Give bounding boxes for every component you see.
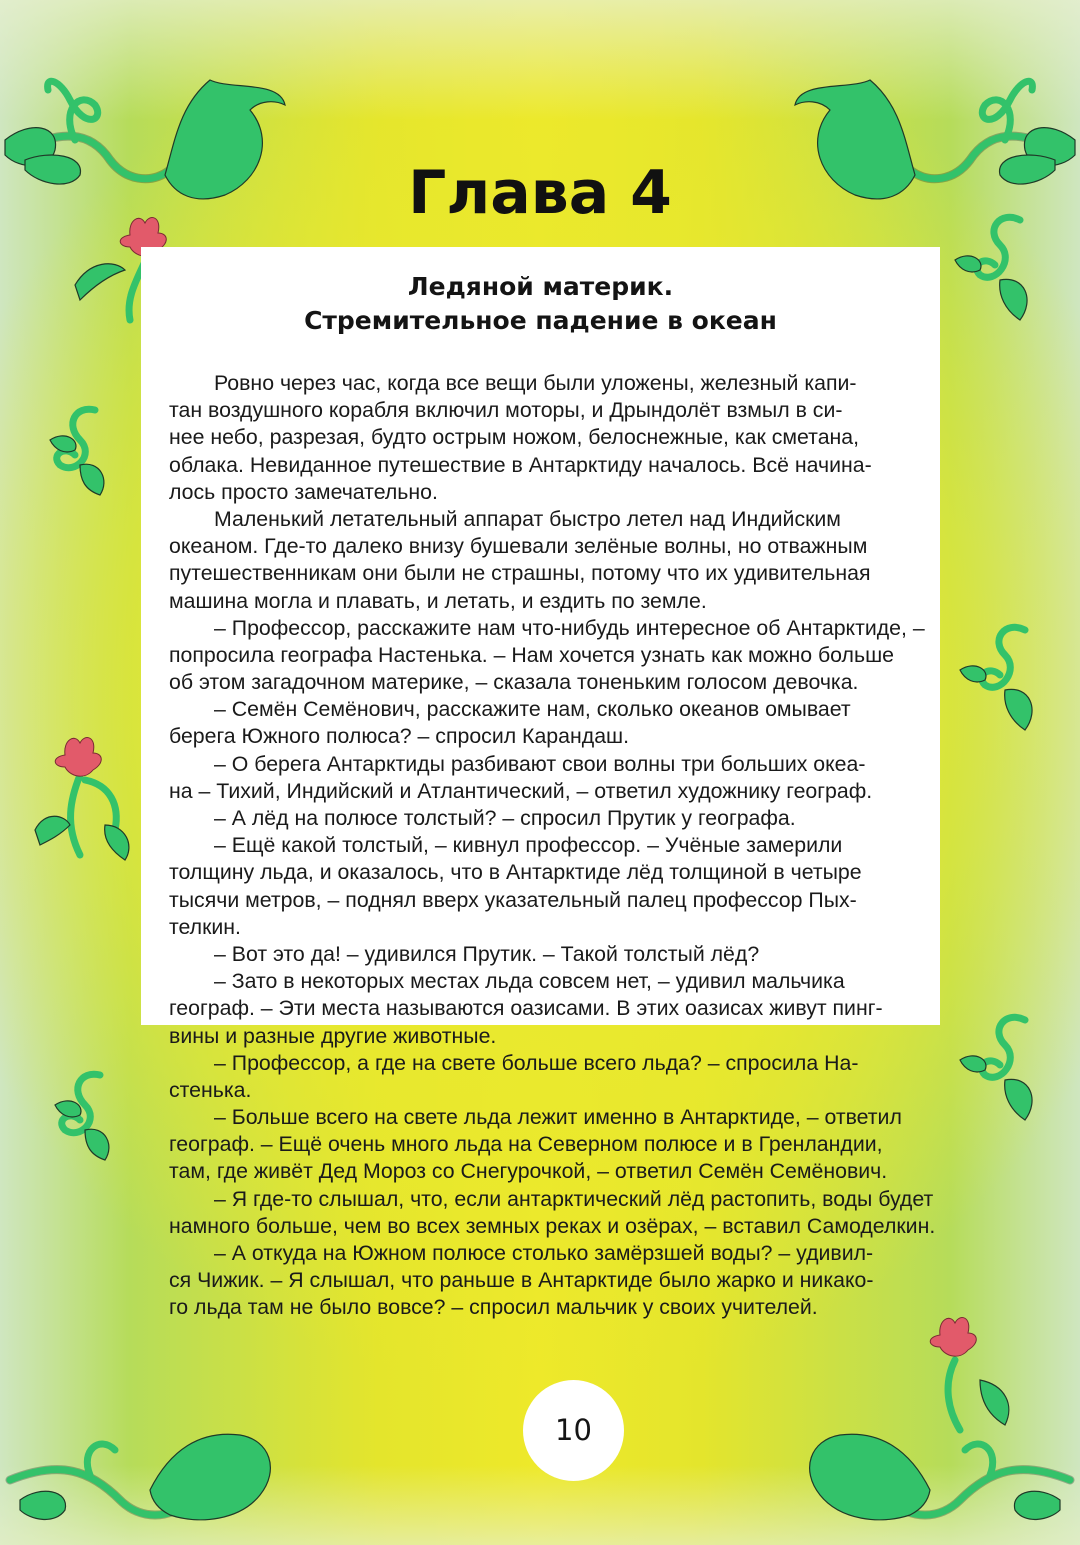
- body-text: [169, 370, 953, 1322]
- text-line: лось просто замечательно.: [169, 479, 438, 504]
- text-line: – Профессор, расскажите нам что-нибудь интересное об Антарктиде, –: [214, 615, 925, 640]
- text-line: географ. – Эти места называются оазисами. В этих оазисах живут пинг-: [169, 996, 883, 1021]
- left-flower-ornament-middle: [25, 730, 155, 870]
- page-number: 10: [555, 1413, 592, 1447]
- bottom-left-leaf-ornament: [0, 1360, 300, 1545]
- text-line: телкин.: [169, 914, 241, 939]
- right-swirl-ornament-lower: [955, 1000, 1055, 1130]
- text-line: попросила географа Настенька. – Нам хочется узнать как можно больше: [169, 642, 895, 667]
- right-swirl-ornament-middle: [955, 610, 1055, 740]
- text-line: – Ещё какой толстый, – кивнул профессор. – Учёные замерили: [214, 833, 843, 858]
- left-swirl-ornament-2: [40, 1060, 130, 1170]
- subtitle-line: Ледяной материк.: [407, 272, 674, 301]
- text-line: облака. Невиданное путешествие в Антарктиду началось. Всё начина-: [169, 452, 872, 477]
- text-line: Ровно через час, когда все вещи были уложены, железный капи-: [214, 371, 857, 395]
- text-line: об этом загадочном материке, – сказала тоненьким голосом девочка.: [169, 670, 859, 695]
- text-line: машина могла и плавать, и летать, и ездить по земле.: [169, 588, 707, 613]
- chapter-subtitle: [141, 270, 940, 338]
- subtitle-line: Стремительное падение в океан: [304, 306, 777, 335]
- text-line: на – Тихий, Индийский и Атлантический, – ответил художнику географ.: [169, 778, 873, 803]
- text-line: – Вот это да! – удивился Прутик. – Такой толстый лёд?: [214, 941, 760, 966]
- left-swirl-ornament-1: [35, 395, 125, 505]
- text-line: го льда там не было вовсе? – спросил мальчик у своих учителей.: [169, 1295, 818, 1320]
- text-line: – Профессор, а где на свете больше всего льда? – спросила На-: [214, 1050, 859, 1075]
- text-line: ся Чижик. – Я слышал, что раньше в Антарктиде было жарко и никако-: [169, 1268, 874, 1293]
- text-line: нее небо, разрезая, будто острым ножом, белоснежные, как сметана,: [169, 425, 860, 450]
- bottom-right-leaf-ornament: [760, 1360, 1080, 1545]
- text-line: – А лёд на полюсе толстый? – спросил Прутик у географа.: [214, 806, 796, 830]
- text-line: – Я где-то слышал, что, если антарктический лёд растопить, воды будет: [214, 1186, 934, 1211]
- text-line: вины и разные другие животные.: [169, 1023, 497, 1048]
- text-line: намного больше, чем во всех земных реках и озёрах, – вставил Самоделкин.: [169, 1213, 936, 1238]
- text-line: географ. – Ещё очень много льда на Северном полюсе и в Гренландии,: [169, 1132, 883, 1157]
- text-line: толщину льда, и оказалось, что в Антарктиде лёд толщиной в четыре: [169, 860, 862, 885]
- text-line: там, где живёт Дед Мороз со Снегурочкой, – ответил Семён Семёнович.: [169, 1159, 888, 1184]
- text-line: тысячи метров, – поднял вверх указательный палец профессор Пых-: [169, 887, 857, 912]
- text-line: океаном. Где-то далеко внизу бушевали зелёные волны, но отважным: [169, 534, 868, 559]
- text-line: – А откуда на Южном полюсе столько замёрзшей воды? – удивил-: [214, 1241, 874, 1265]
- text-line: – Зато в некоторых местах льда совсем нет, – удивил мальчика: [214, 969, 845, 994]
- text-line: стенька.: [169, 1077, 252, 1102]
- text-line: тан воздушного корабля включил моторы, и Дрындолёт взмыл в си-: [169, 398, 843, 423]
- chapter-title: Глава 4: [408, 158, 672, 228]
- text-line: Маленький летательный аппарат быстро летел над Индийским: [214, 506, 841, 531]
- text-line: – Семён Семёнович, расскажите нам, сколько океанов омывает: [214, 697, 851, 722]
- text-line: путешественникам они были не страшны, потому что их удивительная: [169, 561, 871, 586]
- text-line: – Больше всего на свете льда лежит именно в Антарктиде, – ответил: [214, 1105, 902, 1130]
- text-line: – О берега Антарктиды разбивают свои волны три больших океа-: [214, 751, 866, 776]
- text-line: берега Южного полюса? – спросил Карандаш.: [169, 724, 630, 749]
